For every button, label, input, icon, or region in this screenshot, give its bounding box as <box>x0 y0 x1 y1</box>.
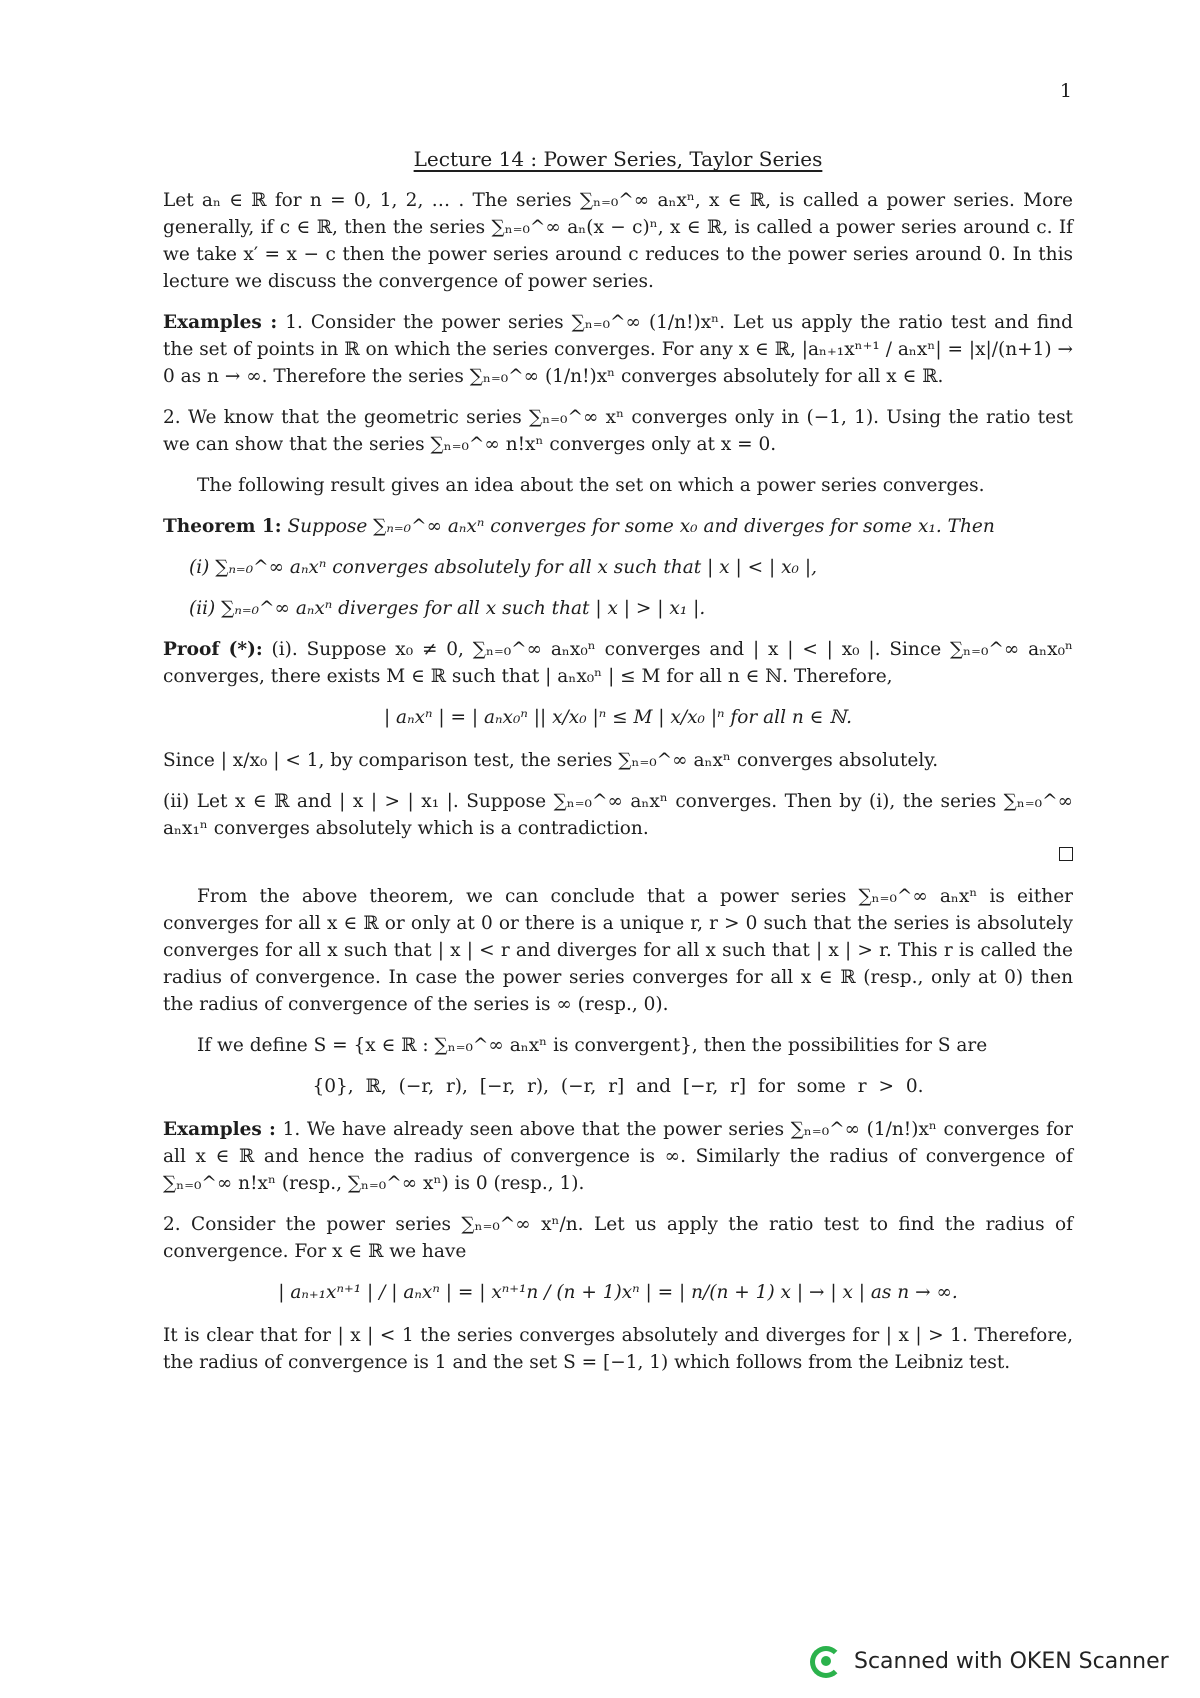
theorem-statement: Suppose ∑ₙ₌₀^∞ aₙxⁿ converges for some x₀ and diverges for some x₁. Then <box>287 516 995 537</box>
document-body <box>163 146 1073 1390</box>
title-text: Lecture 14 : Power Series, Taylor Series <box>413 147 823 171</box>
possible-sets-line: {0}, ℝ, (−r, r), [−r, r), (−r, r] and [−r, r] for some r > 0. <box>312 1076 924 1097</box>
following-paragraph: The following result gives an idea about the set on which a power series converges. <box>197 475 985 496</box>
proof-label: Proof (*): <box>163 639 263 660</box>
ratio-display-equation: | aₙ₊₁xⁿ⁺¹ | / | aₙxⁿ | = | xⁿ⁺¹n / (n + 1)xⁿ | = | n/(n + 1) x | → | x | as n → ∞. <box>278 1282 958 1303</box>
qed-square-icon <box>1059 847 1073 861</box>
proof-i-text: (i). Suppose x₀ ≠ 0, ∑ₙ₌₀^∞ aₙx₀ⁿ converges and | x | < | x₀ |. Since ∑ₙ₌₀^∞ aₙx₀ⁿ converges, there exists M ∈ ℝ such that | aₙx₀ⁿ | ≤ M for all n ∈ ℕ. Therefore, <box>163 639 1073 687</box>
examples-2-paragraph-1 <box>163 1116 1073 1197</box>
proof-ii-paragraph: (ii) Let x ∈ ℝ and | x | > | x₁ |. Suppose ∑ₙ₌₀^∞ aₙxⁿ converges. Then by (i), the series ∑ₙ₌₀^∞ aₙx₁ⁿ converges absolutely which is a contradiction. <box>163 791 1073 839</box>
example-2-paragraph: 2. We know that the geometric series ∑ₙ₌₀^∞ xⁿ converges only in (−1, 1). Using the ratio test we can show that the series ∑ₙ₌₀^∞ n!xⁿ converges only at x = 0. <box>163 407 1073 455</box>
oken-scanner-logo-icon <box>808 1644 842 1678</box>
intro-paragraph: Let aₙ ∈ ℝ for n = 0, 1, 2, … . The series ∑ₙ₌₀^∞ aₙxⁿ, x ∈ ℝ, is called a power series. More generally, if c ∈ ℝ, then the series ∑ₙ₌₀^∞ aₙ(x − c)ⁿ, x ∈ ℝ, is called a power series around c. If we take x′ = x − c then the power series around c reduces to the power series around 0. In this lecture we discuss the convergence of power series. <box>163 190 1073 292</box>
examples-2-item-1: 1. We have already seen above that the power series ∑ₙ₌₀^∞ (1/n!)xⁿ converges for all x ∈ ℝ and hence the radius of convergence is ∞. Similarly the radius of convergence of ∑ₙ₌₀^∞ n!xⁿ (resp., ∑ₙ₌₀^∞ xⁿ) is 0 (resp., 1). <box>163 1119 1073 1194</box>
conclusion-paragraph: It is clear that for | x | < 1 the series converges absolutely and diverges for | x | > 1. Therefore, the radius of convergence is 1 and the set S = [−1, 1) which follows from the Leibniz test. <box>163 1325 1073 1373</box>
theorem-item-i: (i) ∑ₙ₌₀^∞ aₙxⁿ converges absolutely for all x such that | x | < | x₀ |, <box>189 557 817 578</box>
examples-label: Examples : <box>163 312 278 333</box>
scanner-watermark-text: Scanned with OKEN Scanner <box>854 1648 1169 1674</box>
theorem-paragraph <box>163 513 1073 540</box>
define-s-paragraph: If we define S = {x ∈ ℝ : ∑ₙ₌₀^∞ aₙxⁿ is convergent}, then the possibilities for S are <box>197 1035 988 1056</box>
theorem-item-ii: (ii) ∑ₙ₌₀^∞ aₙxⁿ diverges for all x such that | x | > | x₁ |. <box>189 598 706 619</box>
scanner-watermark <box>808 1644 1169 1678</box>
radius-paragraph: From the above theorem, we can conclude that a power series ∑ₙ₌₀^∞ aₙxⁿ is either converges for all x ∈ ℝ or only at 0 or there is a unique r, r > 0 such that the series is absolutely converges for all x such that | x | < r and diverges for all x such that | x | > r. This r is called the radius of convergence. In case the power series converges for all x ∈ ℝ (resp., only at 0) then the radius of convergence of the series is ∞ (resp., 0). <box>163 886 1073 1015</box>
qed-line <box>163 842 1073 869</box>
example-1-text: 1. Consider the power series ∑ₙ₌₀^∞ (1/n!)xⁿ. Let us apply the ratio test and find the set of points in ℝ on which the series converges. For any x ∈ ℝ, |aₙ₊₁xⁿ⁺¹ / aₙxⁿ| = |x|/(n+1) → 0 as n → ∞. Therefore the series ∑ₙ₌₀^∞ (1/n!)xⁿ converges absolutely for all x ∈ ℝ. <box>163 312 1073 387</box>
page-number: 1 <box>1059 80 1072 102</box>
proof-paragraph <box>163 636 1073 690</box>
examples-2-label: Examples : <box>163 1119 276 1140</box>
page-title <box>163 146 1073 173</box>
examples-2-paragraph-2: 2. Consider the power series ∑ₙ₌₀^∞ xⁿ/n. Let us apply the ratio test to find the radius of convergence. For x ∈ ℝ we have <box>163 1214 1073 1262</box>
proof-display-equation: | aₙxⁿ | = | aₙx₀ⁿ || x/x₀ |ⁿ ≤ M | x/x₀ |ⁿ for all n ∈ ℕ. <box>383 707 853 728</box>
example-1-paragraph <box>163 309 1073 390</box>
proof-since-paragraph: Since | x/x₀ | < 1, by comparison test, the series ∑ₙ₌₀^∞ aₙxⁿ converges absolutely. <box>163 750 939 771</box>
theorem-label: Theorem 1: <box>163 516 282 537</box>
